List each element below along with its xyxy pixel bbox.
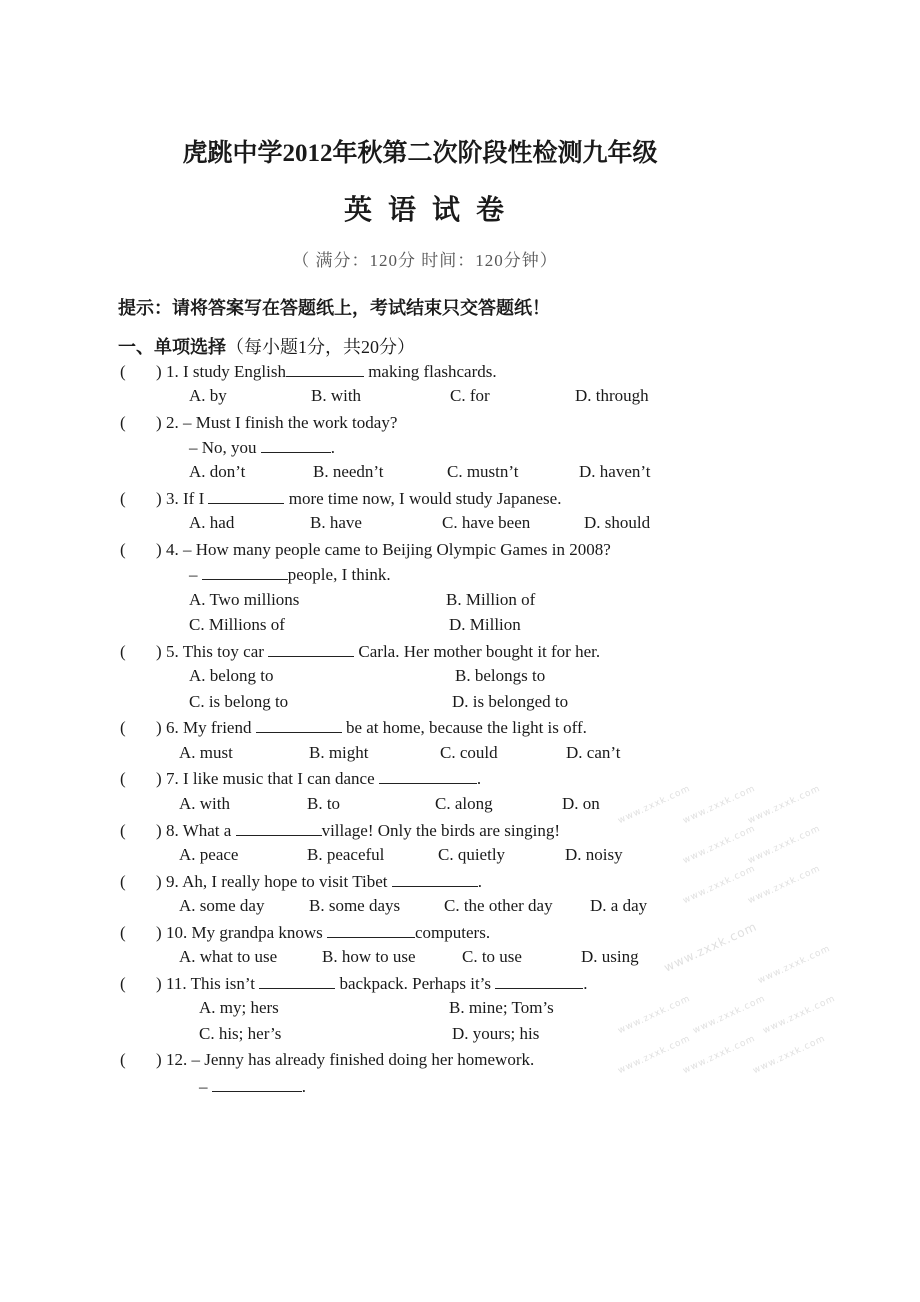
option-c: C. for [450,386,490,405]
answer-paren-close: ) [156,540,162,559]
question-text: 4. – How many people came to Beijing Olympic Games in 2008? [166,540,611,559]
answer-blank [286,362,364,377]
question-text: 1. I study English making flashcards. [166,362,497,381]
answer-paren-open: ( [120,923,126,942]
watermark-text: www.zxxk.com [681,783,758,827]
answer-paren-open: ( [120,489,126,508]
answer-blank [392,872,478,887]
answer-blank [212,1077,302,1092]
answer-blank [261,438,331,453]
watermark-text: www.zxxk.com [761,993,838,1037]
option-b: B. needn’t [313,462,384,481]
option-a: A. Two millions [189,590,300,609]
watermark-text: www.zxxk.com [681,863,758,907]
answer-paren-open: ( [120,362,126,381]
answer-blank [327,923,415,938]
watermark-text: www.zxxk.com [746,863,823,907]
answer-paren-open: ( [120,821,126,840]
question-response: – No, you . [189,438,336,457]
option-c: C. Millions of [189,615,285,634]
question-text: 6. My friend be at home, because the light is off. [166,718,587,737]
question-text: 10. My grandpa knows computers. [166,923,491,942]
watermark-text: www.zxxk.com [691,993,768,1037]
answer-blank [268,642,354,657]
option-c: C. have been [442,513,531,532]
option-c: C. quietly [438,845,506,864]
answer-blank [495,974,583,989]
watermark-text: www.zxxk.com [616,1033,693,1077]
answer-paren-open: ( [120,769,126,788]
answer-paren-open: ( [120,642,126,661]
option-b: B. might [309,743,369,762]
option-d: D. through [575,386,649,405]
section-note: （每小题1分，共20分） [226,337,415,357]
option-c: C. the other day [444,896,553,915]
watermark-text: www.zxxk.com [681,1033,758,1077]
option-d: D. a day [590,896,648,915]
exam-subject-title: 英语试卷 [343,195,520,226]
answer-blank [259,974,335,989]
answer-paren-close: ) [156,1050,162,1069]
answer-paren-close: ) [156,974,162,993]
watermark-text: www.zxxk.com [616,783,693,827]
exam-meta: （ 满分：120分 时间：120分钟） [292,251,558,270]
option-a: A. belong to [189,666,274,685]
question-text: 3. If I more time now, I would study Japanese. [166,489,562,508]
question-text: 12. – Jenny has already finished doing her homework. [166,1050,535,1069]
answer-paren-open: ( [120,872,126,891]
answer-paren-close: ) [156,718,162,737]
option-c: C. along [435,794,493,813]
answer-paren-close: ) [156,642,162,661]
question-response: – people, I think. [189,565,391,584]
watermark-text: www.zxxk.com [661,919,760,975]
answer-paren-close: ) [156,821,162,840]
answer-blank [256,718,342,733]
answer-paren-open: ( [120,974,126,993]
option-b: B. some days [309,896,401,915]
answer-blank [202,565,288,580]
option-d: D. noisy [565,845,623,864]
option-b: B. belongs to [455,666,546,685]
answer-blank [236,821,322,836]
option-b: B. with [311,386,362,405]
option-c: C. is belong to [189,692,289,711]
option-d: D. Million [449,615,521,634]
answer-paren-open: ( [120,718,126,737]
watermark-text: www.zxxk.com [756,943,833,987]
option-b: B. how to use [322,947,416,966]
option-b: B. Million of [446,590,536,609]
option-a: A. had [189,513,235,532]
option-a: A. what to use [179,947,278,966]
option-d: D. using [581,947,639,966]
watermark-text: www.zxxk.com [751,1033,828,1077]
question-text: 7. I like music that I can dance . [166,769,482,788]
question-text: 8. What a village! Only the birds are singing! [166,821,560,840]
option-d: D. haven’t [579,462,651,481]
option-a: A. my; hers [199,998,279,1017]
answer-paren-open: ( [120,1050,126,1069]
option-a: A. some day [179,896,265,915]
question-text: 5. This toy car Carla. Her mother bought it for her. [166,642,601,661]
watermark-text: www.zxxk.com [616,993,693,1037]
school-exam-title: 虎跳中学2012年秋第二次阶段性检测九年级 [182,140,658,167]
option-c: C. could [440,743,498,762]
option-a: A. with [179,794,230,813]
answer-blank [379,769,477,784]
watermark-text: www.zxxk.com [681,823,758,867]
answer-paren-open: ( [120,413,126,432]
option-b: B. peaceful [307,845,385,864]
section-title: 一、单项选择 [118,337,226,357]
answer-paren-close: ) [156,362,162,381]
option-d: D. should [584,513,651,532]
question-response: – . [199,1077,306,1096]
option-d: D. on [562,794,600,813]
question-text: 11. This isn’t backpack. Perhaps it’s . [166,974,588,993]
option-a: A. don’t [189,462,246,481]
watermark-text: www.zxxk.com [746,823,823,867]
option-c: C. his; her’s [199,1024,282,1043]
option-a: A. must [179,743,233,762]
option-d: D. can’t [566,743,621,762]
answer-paren-open: ( [120,540,126,559]
question-text: 9. Ah, I really hope to visit Tibet . [166,872,482,891]
option-b: B. have [310,513,362,532]
question-text: 2. – Must I finish the work today? [166,413,398,432]
option-c: C. mustn’t [447,462,519,481]
option-a: A. peace [179,845,239,864]
exam-notice: 提示：请将答案写在答题纸上，考试结束只交答题纸！ [118,298,550,318]
answer-blank [208,489,284,504]
option-d: D. yours; his [452,1024,540,1043]
option-b: B. to [307,794,341,813]
answer-paren-close: ) [156,923,162,942]
answer-paren-close: ) [156,769,162,788]
option-d: D. is belonged to [452,692,569,711]
answer-paren-close: ) [156,413,162,432]
answer-paren-close: ) [156,872,162,891]
option-a: A. by [189,386,227,405]
watermark-text: www.zxxk.com [746,783,823,827]
option-b: B. mine; Tom’s [449,998,554,1017]
section-heading [118,333,415,359]
answer-paren-close: ) [156,489,162,508]
option-c: C. to use [462,947,522,966]
